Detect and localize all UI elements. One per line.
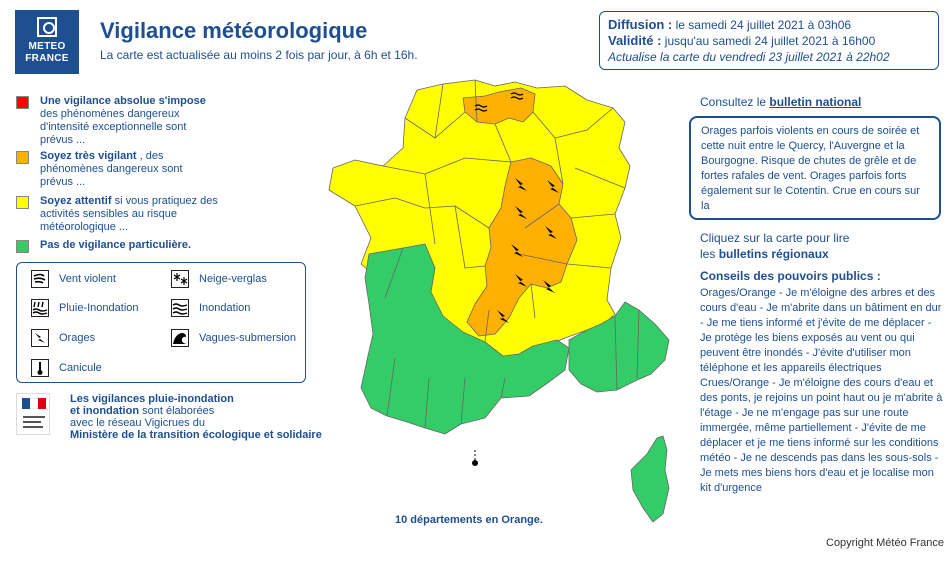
diffusion-info-box: [599, 11, 939, 70]
vigicrues-bold-1: Les vigilances pluie-inondation: [70, 393, 234, 405]
actualise-text: Actualise la carte du vendredi 23 juillet 2021 à 22h02: [608, 50, 890, 64]
logo-line-1: METEO: [28, 41, 66, 52]
legend-green-title: Pas de vigilance particulière.: [40, 239, 192, 251]
national-bulletin-box[interactable]: [689, 116, 941, 220]
legend-yellow-text: [40, 195, 235, 234]
legend-yellow-title: Soyez attentif: [40, 195, 112, 207]
legend-pluie-label: Pluie-Inondation: [59, 302, 139, 314]
yellow-swatch: [16, 196, 29, 209]
legend-vagues-label: Vagues-submersion: [199, 332, 297, 344]
vigicrues-text: [70, 393, 340, 441]
public-advice-title: Conseils des pouvoirs publics :: [700, 269, 881, 283]
meteo-france-logo[interactable]: [15, 10, 79, 74]
validite-value: jusqu'au samedi 24 juillet 2021 à 16h00: [661, 34, 876, 48]
vigicrues-text-2: sont élaborées: [139, 405, 215, 417]
diffusion-value: le samedi 24 juillet 2021 à 03h06: [672, 18, 852, 32]
click-map-line: Cliquez sur la carte pour lire: [700, 231, 850, 245]
legend-orange-desc: , des phénomènes dangereux sont prévus ...: [40, 150, 183, 188]
regional-bulletins-link[interactable]: bulletins régionaux: [718, 247, 829, 261]
regional-bulletins-hint: [700, 230, 849, 262]
legend-orages-label: Orages: [59, 332, 96, 344]
legend-neige: [171, 270, 267, 288]
bulletin-national-link[interactable]: bulletin national: [769, 95, 862, 109]
flood-icon: [171, 299, 189, 317]
orange-swatch: [16, 151, 29, 164]
legend-orange: [16, 150, 215, 189]
legend-canicule: [31, 359, 102, 377]
legend-neige-label: Neige-verglas: [199, 273, 267, 285]
legend-red: [16, 95, 240, 147]
consult-prefix: Consultez le: [700, 95, 770, 109]
legend-orages: [31, 329, 95, 347]
red-swatch: [16, 96, 29, 109]
vigicrues-bold-2: et inondation: [70, 405, 140, 417]
legend-pluie: [31, 299, 139, 317]
rain-flood-icon: [31, 299, 49, 317]
legend-red-title: Une vigilance absolue s'impose: [40, 95, 206, 107]
actualise-link[interactable]: [608, 49, 930, 65]
copyright: Copyright Météo France: [826, 537, 944, 549]
legend-inondation: [171, 299, 250, 317]
legend-red-text: [40, 95, 240, 147]
logo-mark-icon: [37, 17, 57, 37]
legend-green: [16, 239, 240, 252]
thermometer-icon: [31, 359, 49, 377]
public-advice-block: [700, 269, 943, 496]
green-swatch: [16, 240, 29, 253]
legend-yellow-desc: si vous pratiquez des activités sensibles au risque météorologique ...: [40, 195, 218, 233]
legend-canicule-label: Canicule: [59, 362, 102, 374]
vigicrues-text-3: avec le réseau Vigicrues du: [70, 417, 205, 429]
page-title: Vigilance météorologique: [100, 18, 368, 43]
legend-yellow: [16, 195, 235, 234]
legend-red-desc: des phénomènes dangereux d'intensité exceptionnelle sont prévus ...: [40, 108, 187, 146]
logo-line-2: FRANCE: [25, 53, 69, 64]
public-advice-text: Orages/Orange - Je m'éloigne des arbres et des cours d'eau - Je m'abrite dans un bâtiment en dur - Je me tiens informé et j'évite de me déplacer - Je protège les biens exposés au vent ou qui peuvent être inondés - J'évite d'utiliser mon téléphone et les appareils électriques Crues/Orange - Je m'éloigne des cours d'eau et des ponts, je rejoins un point haut ou je m'abrite à l'étage - Je ne m'engage pas sur une route immergée, même partiellement - J'évite de me déplacer et je me tiens informé sur les conditions météo - Je ne descends pas dans les sous-sols - Je mets mes biens hors d'eau et je localise mon kit d'urgence: [700, 287, 943, 494]
legend-orange-text: [40, 150, 215, 189]
green-corsica[interactable]: [631, 436, 669, 522]
click-prefix: les: [700, 247, 719, 261]
orange-departments-count: 10 départements en Orange.: [395, 514, 543, 526]
validite-line: [608, 33, 930, 49]
wave-icon: [171, 329, 189, 347]
consult-national: [700, 95, 861, 109]
validite-label: Validité :: [608, 33, 662, 48]
page-subtitle: La carte est actualisée au moins 2 fois par jour, à 6h et 16h.: [100, 48, 418, 62]
phenomena-legend-box: [16, 262, 306, 383]
legend-orange-title: Soyez très vigilant: [40, 150, 137, 162]
legend-green-text: [40, 239, 240, 252]
legend-inondation-label: Inondation: [199, 302, 251, 314]
national-bulletin-text: Orages parfois violents en cours de soirée et cette nuit entre le Quercy, l'Auvergne et la Bourgogne. Risque de chutes de grêle et de fortes rafales de vent. Orages parfois forts également sur le Cotentin. Crue en cours sur la: [701, 125, 920, 212]
france-vigilance-map[interactable]: [325, 78, 670, 528]
snowflake-icon: [171, 270, 189, 288]
storm-icon: [31, 329, 49, 347]
ministry-logo: [16, 393, 50, 435]
diffusion-line: [608, 17, 930, 33]
legend-vagues: [171, 329, 296, 347]
diffusion-label: Diffusion :: [608, 17, 673, 32]
andorra-marker: [472, 460, 478, 466]
wind-icon: [31, 270, 49, 288]
vigicrues-ministry-link[interactable]: Ministère de la transition écologique et solidaire: [70, 429, 322, 441]
legend-vent: [31, 270, 116, 288]
legend-vent-label: Vent violent: [59, 273, 116, 285]
click-map-line-2: [700, 246, 849, 262]
